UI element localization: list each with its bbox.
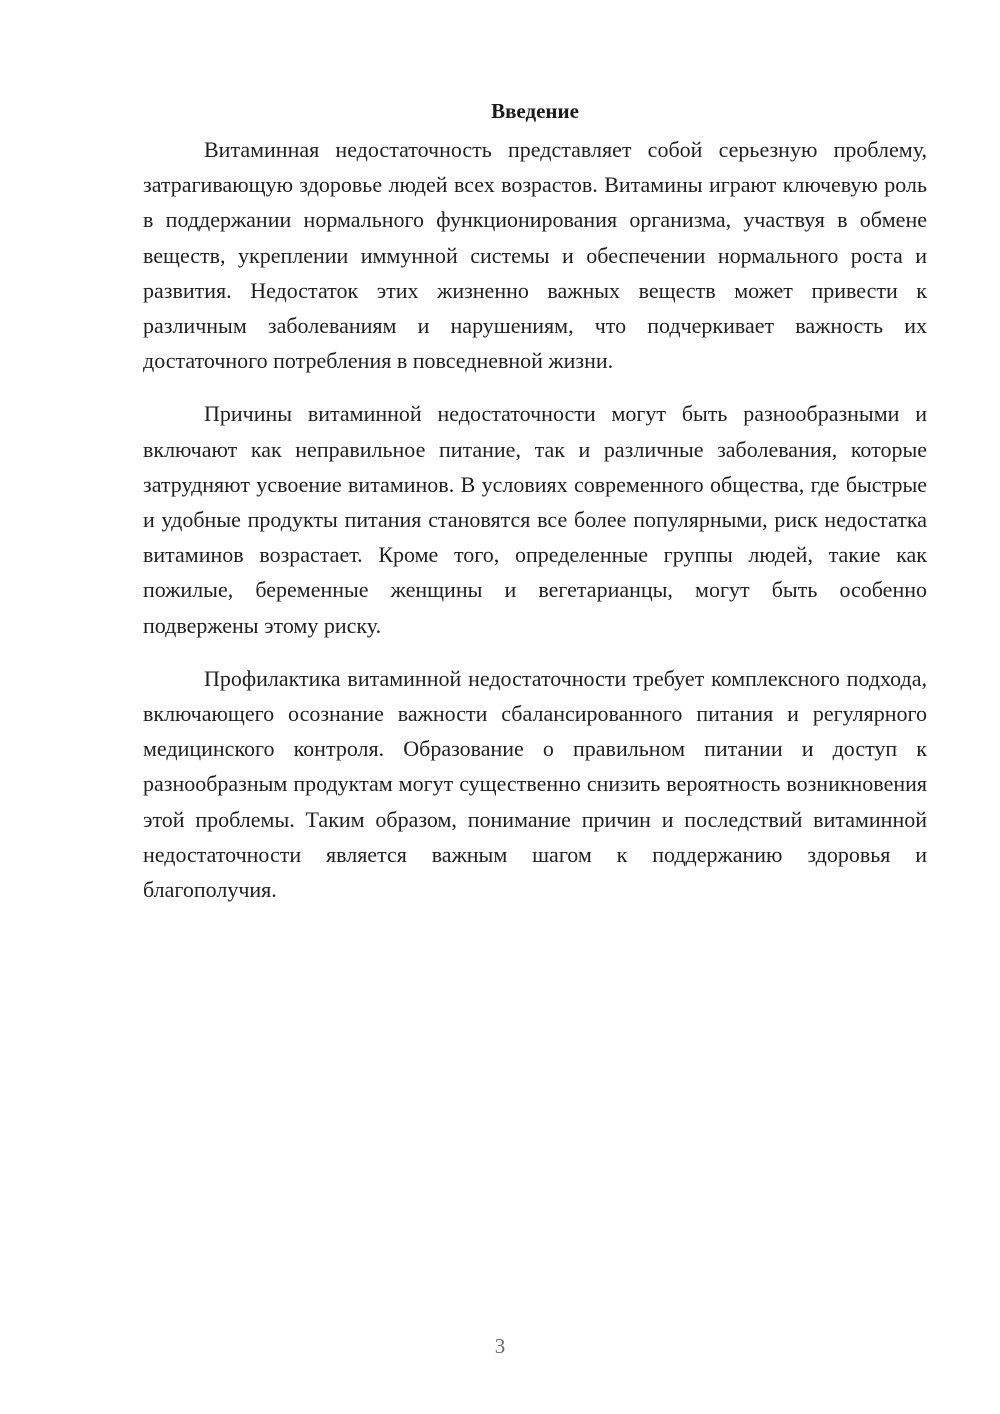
page-content bbox=[143, 97, 927, 925]
paragraph-2: Причины витаминной недостаточности могут быть разнообразными и включают как неправильное питание, так и различные заболевания, которые затрудняют усвоение витаминов. В условиях современного общества, где быстрые и удобные продукты питания становятся все более популярными, риск недостатка витаминов возрастает. Кроме того, определенные группы людей, такие как пожилые, беременные женщины и вегетарианцы, могут быть особенно подвержены этому риску. bbox=[143, 401, 927, 638]
paragraph-1: Витаминная недостаточность представляет собой серьезную проблему, затрагивающую здоровье людей всех возрастов. Витамины играют ключевую роль в поддержании нормального функционирования организма, участвуя в обмене веществ, укреплении иммунной системы и обеспечении нормального роста и развития. Недостаток этих жизненно важных веществ может привести к различным заболеваниям и нарушениям, что подчеркивает важность их достаточного потребления в повседневной жизни. bbox=[143, 137, 927, 374]
section-heading: Введение bbox=[491, 99, 579, 123]
page-number: 3 bbox=[494, 1334, 506, 1358]
paragraph-3: Профилактика витаминной недостаточности требует комплексного подхода, включающего осознание важности сбалансированного питания и регулярного медицинского контроля. Образование о правильном питании и доступ к разнообразным продуктам могут существенно снизить вероятность возникновения этой проблемы. Таким образом, понимание причин и последствий витаминной недостаточности является важным шагом к поддержанию здоровья и благополучия. bbox=[143, 665, 927, 903]
